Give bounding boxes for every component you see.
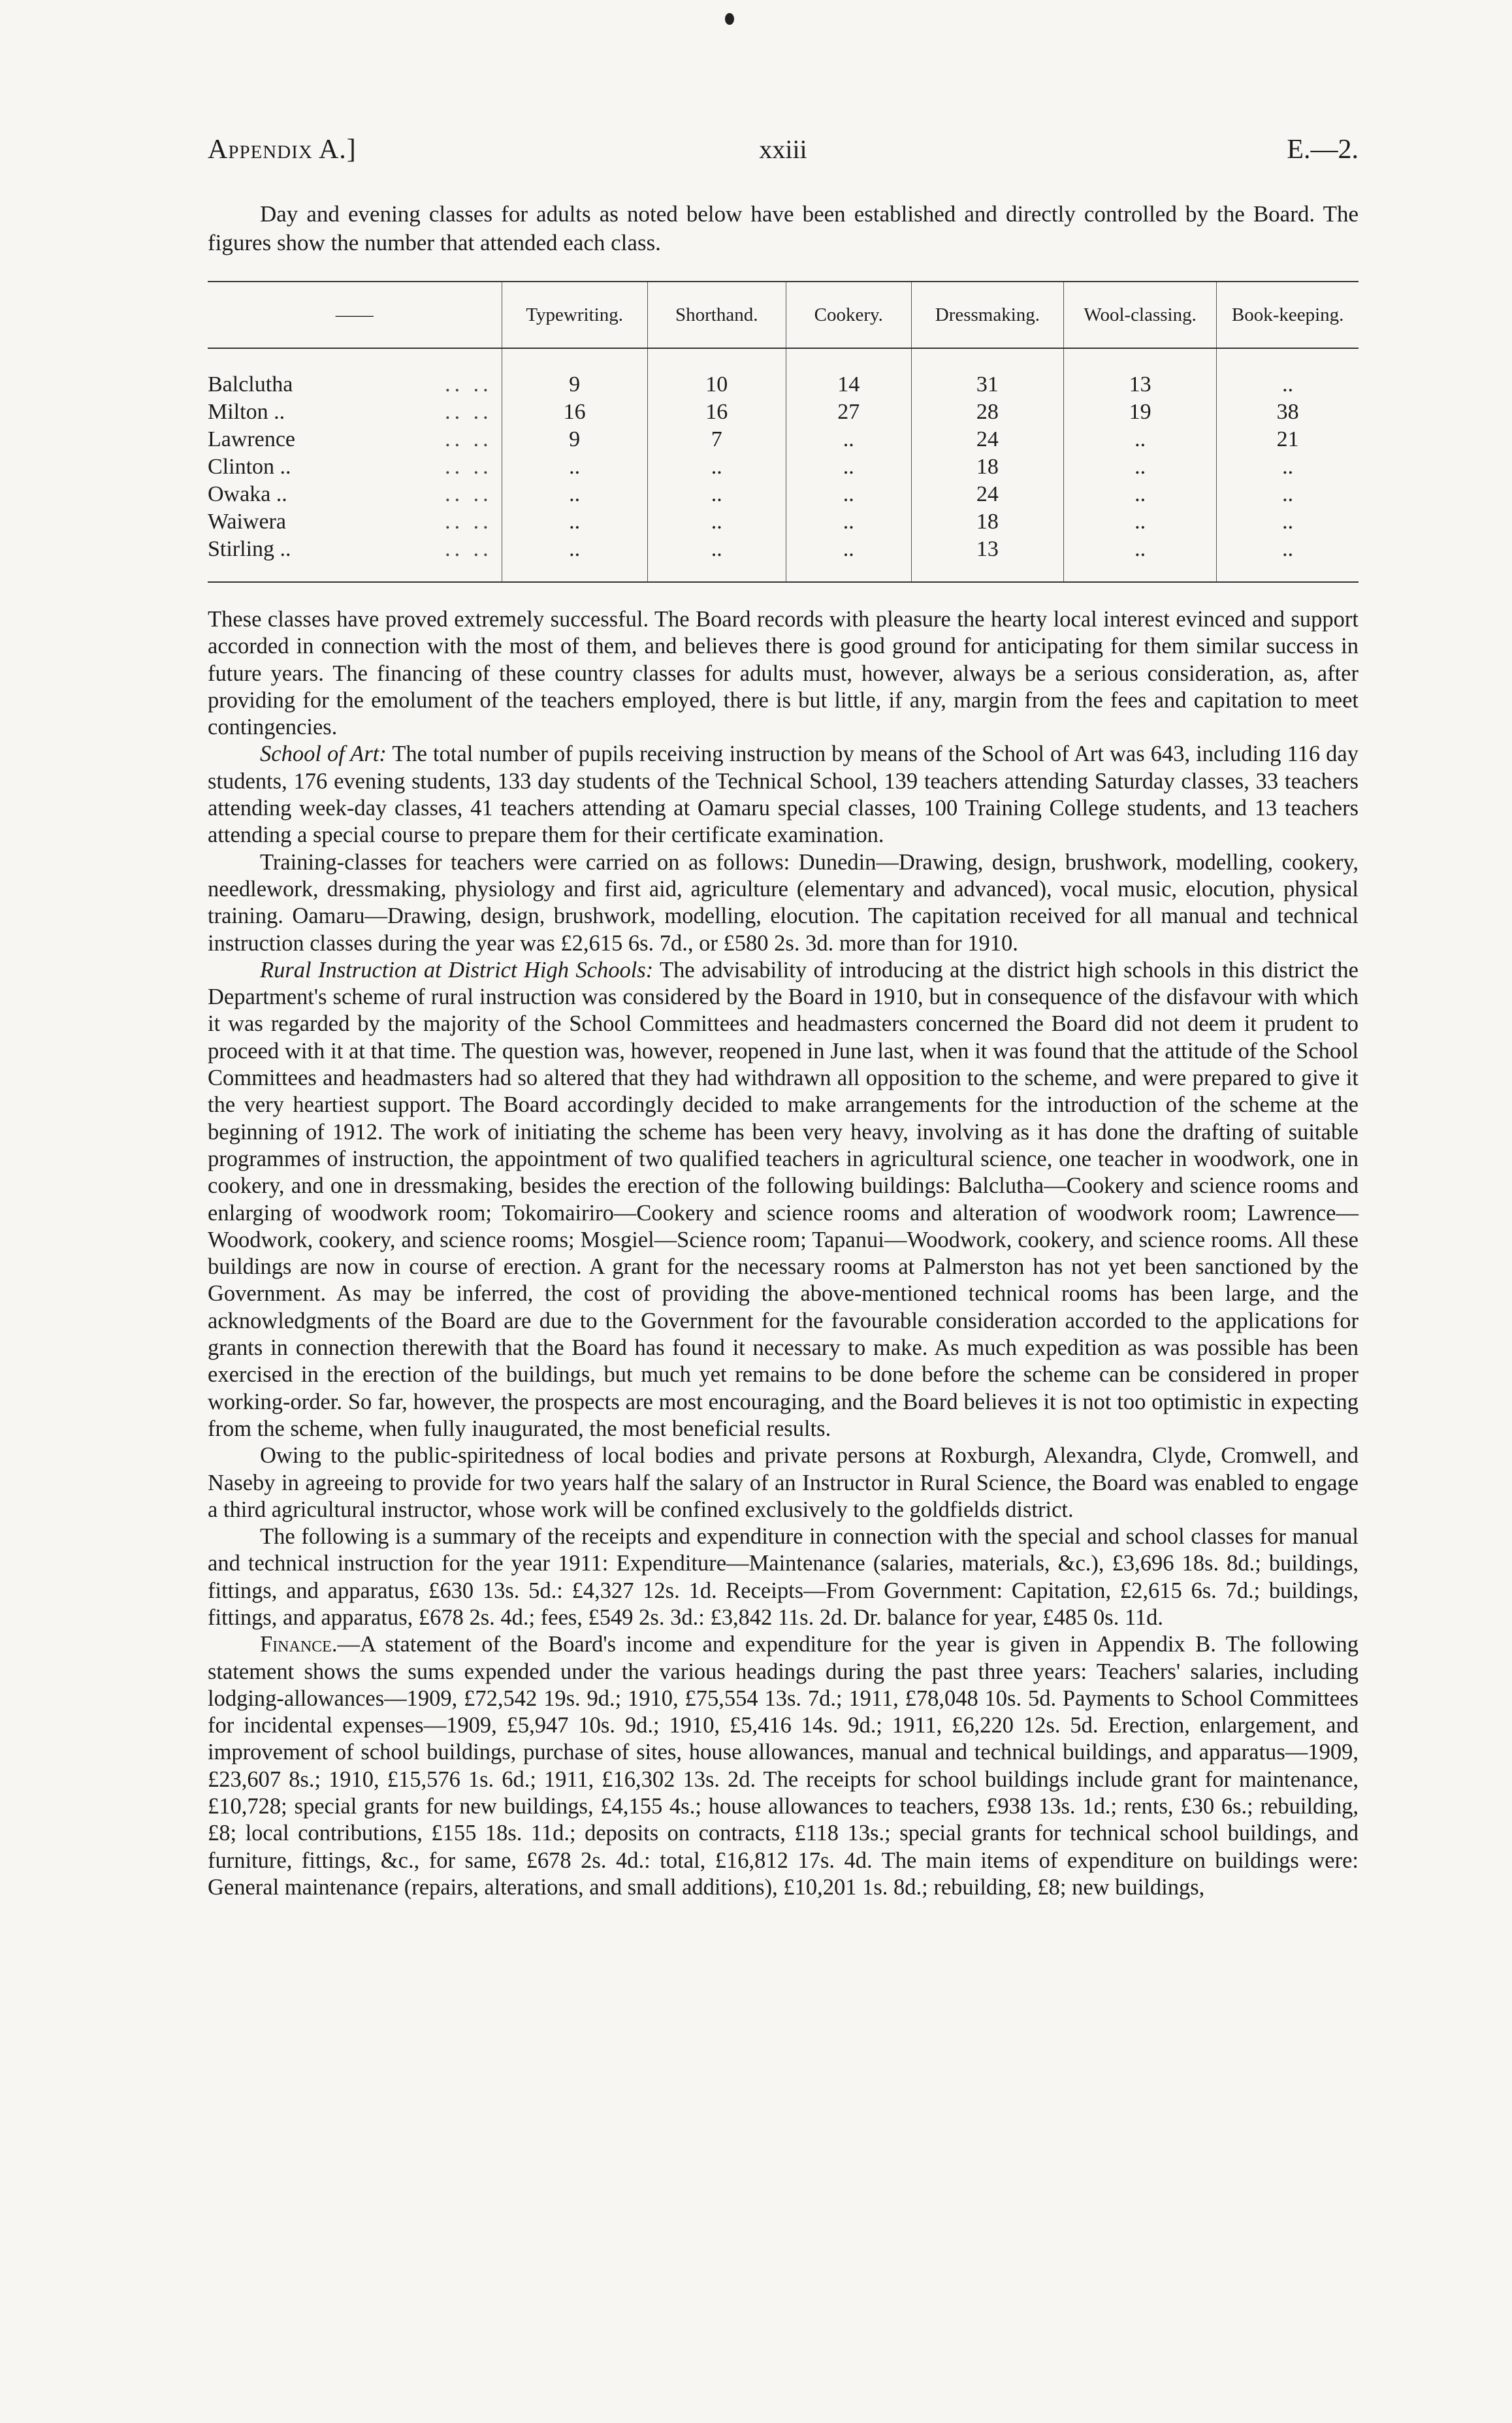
table-cell: ..	[786, 426, 911, 453]
table-cell: ..	[1064, 536, 1217, 582]
paragraph-school-of-art	[208, 741, 1359, 849]
table-cell: ..	[1217, 348, 1359, 398]
header-reference: E.—2.	[1287, 135, 1359, 165]
table-cell: ..	[647, 481, 786, 508]
table-cell: 24	[911, 426, 1063, 453]
table-row	[208, 536, 1359, 582]
row-leader: .. ..	[445, 427, 492, 451]
table-cell: ..	[502, 453, 647, 481]
table-cell: 24	[911, 481, 1063, 508]
row-name: Waiwera	[208, 510, 286, 534]
table-cell: 38	[1217, 398, 1359, 426]
rural-instruction-text: The advisability of introducing at the district high schools in this district the Department's scheme of rural instruction was considered by the Board in 1910, but in consequence of the disfavour with which it was regarded by the majority of the School Committees and headmasters concerned the Board did not deem it prudent to proceed with it at that time. The question was, however, reopened in June last, when it was found that the attitude of the School Committees and headmasters had so altered that they had withdrawn all opposition to the scheme, and were prepared to give it the very heartiest support. The Board accordingly decided to make arrangements for the introduction of the scheme at the beginning of 1912. The work of initiating the scheme has been very heavy, involving as it has done the drafting of suitable programmes of instruction, the appointment of two qualified teachers in agricultural science, one teacher in woodwork, one in cookery, and one in dressmaking, besides the erection of the following buildings: Balclutha—Cookery and science rooms and enlarging of woodwork room; Tokomairiro—Cookery and science rooms and alteration of woodwork room; Lawrence—Woodwork, cookery, and science rooms; Mosgiel—Science room; Tapanui—Woodwork, cookery, and science rooms. All these buildings are now in course of erection. A grant for the necessary rooms at Palmerston has not yet been sanctioned by the Government. As may be inferred, the cost of providing the above-mentioned technical rooms has been large, and the acknowledgments of the Board are due to the Government for the favourable consideration accorded to the applications for grants in connection therewith that the Board has found it necessary to make. As much expedition as was possible has been exercised in the erection of the buildings, but much yet remains to be done before the scheme can be considered in proper working-order. So far, however, the prospects are most encouraging, and the Board believes it is not too optimistic in expecting from the scheme, when fully inaugurated, the most beneficial results.	[208, 957, 1359, 1441]
table-cell: ..	[1217, 508, 1359, 536]
table-cell: ..	[1064, 453, 1217, 481]
table-cell: 13	[1064, 348, 1217, 398]
row-name: Balclutha	[208, 372, 293, 397]
school-of-art-heading: School of Art:	[260, 741, 387, 767]
row-name: Clinton ..	[208, 455, 291, 479]
page-header	[208, 134, 1359, 173]
table-cell: ..	[502, 481, 647, 508]
paragraph-training-classes: Training-classes for teachers were carried on as follows: Dunedin—Drawing, design, brushwork, modelling, cookery, needlework, dressmaking, physiology and first aid, agriculture (elementary and advanced), vocal music, elocution, physical training. Oamaru—Drawing, design, brushwork, modelling, elocution. The capitation received for all manual and technical instruction classes during the year was £2,615 6s. 7d., or £580 2s. 3d. more than for 1910.	[208, 849, 1359, 956]
page-speck	[725, 13, 734, 25]
table-cell: 9	[502, 426, 647, 453]
row-leader: .. ..	[445, 400, 492, 424]
table-cell: 18	[911, 453, 1063, 481]
table-cell: 18	[911, 508, 1063, 536]
table-cell: ..	[647, 453, 786, 481]
col-cookery: Cookery.	[786, 282, 911, 348]
table-cell: ..	[786, 508, 911, 536]
table-cell: ..	[786, 536, 911, 582]
table-cell: ..	[647, 536, 786, 582]
col-wool-classing: Wool-classing.	[1064, 282, 1217, 348]
rural-instruction-heading: Rural Instruction at District High Schools:	[260, 957, 654, 983]
table-row	[208, 453, 1359, 481]
intro-paragraph: Day and evening classes for adults as noted below have been established and directly controlled by the Board. The figures show the number that attended each class.	[208, 201, 1359, 255]
table-cell: 13	[911, 536, 1063, 582]
table-row	[208, 398, 1359, 426]
header-page-number: xxiii	[759, 135, 807, 164]
row-leader: .. ..	[445, 372, 492, 397]
paragraph-receipts-summary: The following is a summary of the receipts and expenditure in connection with the special and school classes for manual and technical instruction for the year 1911: Expenditure—Maintenance (salaries, materials, &c.), £3,696 18s. 8d.; buildings, fittings, and apparatus, £630 13s. 5d.: £4,327 12s. 1d. Receipts—From Government: Capitation, £2,615 6s. 7d.; buildings, fittings, and apparatus, £678 2s. 4d.; fees, £549 2s. 3d.: £3,842 11s. 2d. Dr. balance for year, £485 0s. 11d.	[208, 1524, 1359, 1630]
col-shorthand: Shorthand.	[647, 282, 786, 348]
paragraph-goldfields-instructor: Owing to the public-spiritedness of local bodies and private persons at Roxburgh, Alexandra, Clyde, Cromwell, and Naseby in agreeing to provide for two years half the salary of an Instructor in Rural Science, the Board was enabled to engage a third agricultural instructor, whose work will be confined exclusively to the goldfields district.	[208, 1443, 1359, 1522]
row-leader: .. ..	[445, 537, 492, 561]
table-cell: 21	[1217, 426, 1359, 453]
school-of-art-text: The total number of pupils receiving instruction by means of the School of Art was 643, including 116 day students, 176 evening students, 133 day students of the Technical School, 139 teachers attending Saturday classes, 33 teachers attending week-day classes, 41 teachers attending at Oamaru special classes, 100 Training College students, and 13 teachers attending a special course to prepare them for their certificate examination.	[208, 741, 1359, 848]
table-row	[208, 348, 1359, 398]
table-cell: ..	[1064, 481, 1217, 508]
table-cell: ..	[647, 508, 786, 536]
table-row	[208, 508, 1359, 536]
paragraph-classes-success: These classes have proved extremely successful. The Board records with pleasure the hearty local interest evinced and support accorded in connection with the most of them, and believes there is good ground for anticipating for them similar success in future years. The financing of these country classes for adults must, however, always be a serious consideration, as, after providing for the emolument of the teachers employed, there is but little, if any, margin from the fees and capitation to meet contingencies.	[208, 607, 1359, 740]
classes-table	[208, 281, 1359, 583]
table-cell: ..	[1064, 426, 1217, 453]
row-name: Stirling ..	[208, 537, 291, 561]
col-typewriting: Typewriting.	[502, 282, 647, 348]
header-appendix: Appendix A.]	[208, 135, 357, 165]
paragraph-rural-instruction	[208, 957, 1359, 1442]
table-cell: 28	[911, 398, 1063, 426]
paragraph-finance	[208, 1631, 1359, 1901]
col-book-keeping: Book-keeping.	[1217, 282, 1359, 348]
row-name: Lawrence	[208, 427, 296, 451]
table-cell: ..	[1217, 481, 1359, 508]
table-cell: ..	[502, 508, 647, 536]
row-leader: .. ..	[445, 510, 492, 534]
table-cell: ..	[1217, 536, 1359, 582]
table-cell: 10	[647, 348, 786, 398]
table-cell: ..	[1217, 453, 1359, 481]
table-cell: 27	[786, 398, 911, 426]
table-cell: 16	[502, 398, 647, 426]
table-cell: 7	[647, 426, 786, 453]
table-corner: ——	[208, 282, 502, 348]
finance-text: —A statement of the Board's income and expenditure for the year is given in Appendix B. The following statement shows the sums expended under the various headings during the past three years: Teachers' salaries, including lodging-allowances—1909, £72,542 19s. 9d.; 1910, £75,554 13s. 7d.; 1911, £78,048 10s. 5d. Payments to School Committees for incidental expenses—1909, £5,947 10s. 9d.; 1910, £5,416 14s. 9d.; 1911, £6,220 12s. 5d. Erection, enlargement, and improvement of school buildings, purchase of sites, house allowances, manual and technical buildings, and apparatus—1909, £23,607 8s.; 1910, £15,576 1s. 6d.; 1911, £16,302 13s. 2d. The receipts for school buildings include grant for maintenance, £10,728; special grants for new buildings, £4,155 4s.; house allowances to teachers, £938 13s. 1d.; rents, £30 6s.; rebuilding, £8; local contributions, £155 18s. 11d.; deposits on contracts, £118 13s.; special grants for technical school buildings, and furniture, fittings, &c., for same, £678 2s. 4d.: total, £16,812 17s. 4d. The main items of expenditure on buildings were: General maintenance (repairs, alterations, and small additions), £10,201 1s. 8d.; rebuilding, £8; new buildings,	[208, 1632, 1359, 1900]
table-cell: ..	[502, 536, 647, 582]
table-cell: ..	[786, 481, 911, 508]
row-name: Owaka ..	[208, 482, 287, 506]
table-cell: 9	[502, 348, 647, 398]
row-leader: .. ..	[445, 455, 492, 479]
table-row	[208, 426, 1359, 453]
table-cell: 14	[786, 348, 911, 398]
table-cell: ..	[786, 453, 911, 481]
table-cell: 16	[647, 398, 786, 426]
table-header-row	[208, 282, 1359, 348]
body-text	[208, 606, 1359, 1901]
table-row	[208, 481, 1359, 508]
row-name: Milton ..	[208, 400, 285, 424]
row-leader: .. ..	[445, 482, 492, 506]
col-dressmaking: Dressmaking.	[911, 282, 1063, 348]
table-cell: 31	[911, 348, 1063, 398]
table-cell: ..	[1064, 508, 1217, 536]
finance-heading: Finance.	[260, 1632, 338, 1657]
table-cell: 19	[1064, 398, 1217, 426]
